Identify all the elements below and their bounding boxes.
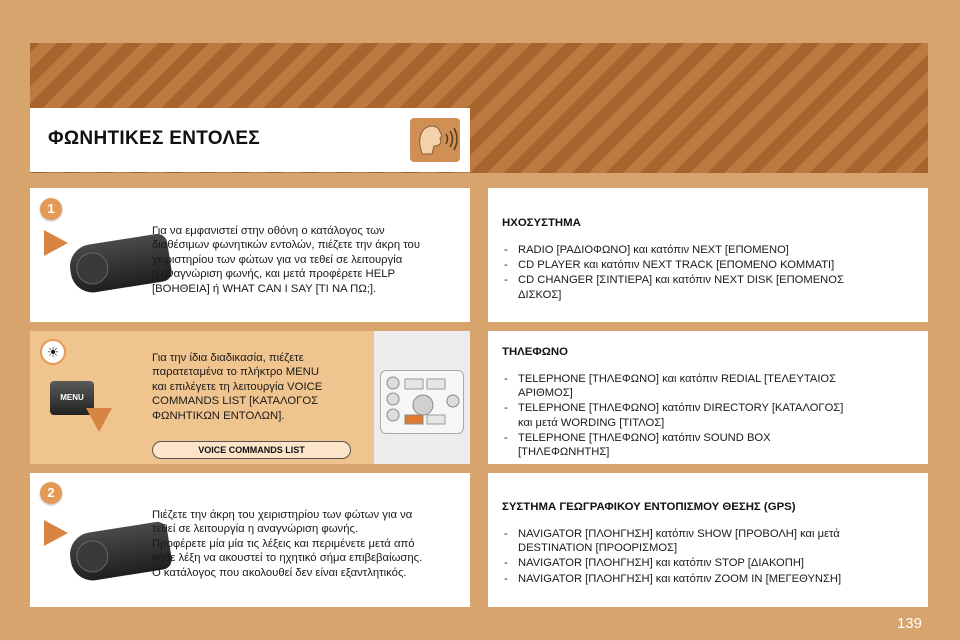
list-item: - NAVIGATOR [ΠΛΟΗΓΗΣΗ] και κατόπιν STOP [ΔΙΑΚΟΠΗ] <box>504 556 841 570</box>
step-2-badge: 2 <box>40 482 62 504</box>
step-1-text: Για να εμφανιστεί στην οθόνη ο κατάλογος των διαθέσιμων φωνητικών εντολών, πιέζετε την άκρη του χειριστηρίου των φώτων για να τεθεί σε λειτουργία η αναγνώριση φωνής, και μετά προφέρετε HELP [ΒΟΗΘΕΙΑ] ή WHAT CAN I SAY [ΤΙ ΝΑ ΠΩ;]. <box>152 225 421 295</box>
audio-heading: ΗΧΟΣΥΣΤΗΜΑ <box>502 217 581 229</box>
page-number: 139 <box>896 615 922 632</box>
menu-button: MENU <box>50 381 94 415</box>
voice-commands-list-button: VOICE COMMANDS LIST <box>152 441 351 459</box>
list-item: - CD PLAYER και κατόπιν NEXT TRACK [ΕΠΟΜΕΝΟ ΚΟΜΜΑΤΙ] <box>504 258 844 272</box>
tip-text: Για την ίδια διαδικασία, πιέζετε παρατεταμένα το πλήκτρο MENU και επιλέγετε τη λειτουργία VOICE COMMANDS LIST [ΚΑΤΑΛΟΓΟΣ ΦΩΝΗΤΙΚΩΝ ΕΝΤΟΛΩΝ]. <box>152 352 323 422</box>
step-2-text: Πιέζετε την άκρη του χειριστηρίου των φώτων για να τεθεί σε λειτουργία η αναγνώριση φωνής. Προφέρετε μία μία τις λέξεις και περιμένετε μετά από κάθε λέξη να ακουστεί το ηχητικό σήμα επιβεβαίωσης. Ο κατάλογος που ακολουθεί δεν είναι εξαντλητικός. <box>152 509 423 579</box>
list-item: - TELEPHONE [ΤΗΛΕΦΩΝΟ] κατόπιν SOUND BOX [ΤΗΛΕΦΩΝΗΤΗΣ] <box>504 431 843 459</box>
list-item: - RADIO [ΡΑΔΙΟΦΩΝΟ] και κατόπιν NEXT [ΕΠΟΜΕΝΟ] <box>504 243 844 257</box>
gps-heading: ΣΥΣΤΗΜΑ ΓΕΩΓΡΑΦΙΚΟΥ ΕΝΤΟΠΙΣΜΟΥ ΘΕΣΗΣ (GPS) <box>502 501 796 513</box>
phone-list <box>504 372 843 460</box>
page-title: ΦΩΝΗΤΙΚΕΣ ΕΝΤΟΛΕΣ <box>48 128 261 149</box>
audio-list <box>504 243 844 303</box>
radio-unit-image <box>380 370 464 434</box>
list-item: - NAVIGATOR [ΠΛΟΗΓΗΣΗ] και κατόπιν ZOOM IN [ΜΕΓΕΘΥΝΣΗ] <box>504 572 841 586</box>
speaking-head-icon <box>410 118 460 162</box>
list-item: - TELEPHONE [ΤΗΛΕΦΩΝΟ] κατόπιν DIRECTORY [ΚΑΤΑΛΟΓΟΣ] και μετά WORDING [ΤΙΤΛΟΣ] <box>504 401 843 429</box>
phone-heading: ΤΗΛΕΦΩΝΟ <box>502 346 568 358</box>
radio-controls-icon <box>381 371 463 433</box>
step-1-badge: 1 <box>40 198 62 220</box>
voice-command-icon <box>410 118 460 162</box>
pointer-arrow-icon <box>86 408 112 432</box>
list-item: - TELEPHONE [ΤΗΛΕΦΩΝΟ] και κατόπιν REDIAL [ΤΕΛΕΥΤΑΙΟΣ ΑΡΙΘΜΟΣ] <box>504 372 843 400</box>
pointer-arrow-icon <box>44 520 68 546</box>
list-item: - NAVIGATOR [ΠΛΟΗΓΗΣΗ] κατόπιν SHOW [ΠΡΟΒΟΛΗ] και μετά DESTINATION [ΠΡΟΟΡΙΣΜΟΣ] <box>504 527 841 555</box>
list-item: - CD CHANGER [ΣΙΝΤΙΕΡΑ] και κατόπιν NEXT DISK [ΕΠΟΜΕΝΟΣ ΔΙΣΚΟΣ] <box>504 273 844 301</box>
gps-list <box>504 527 841 587</box>
lamp-icon: ☀ <box>40 339 66 365</box>
pointer-arrow-icon <box>44 230 68 256</box>
